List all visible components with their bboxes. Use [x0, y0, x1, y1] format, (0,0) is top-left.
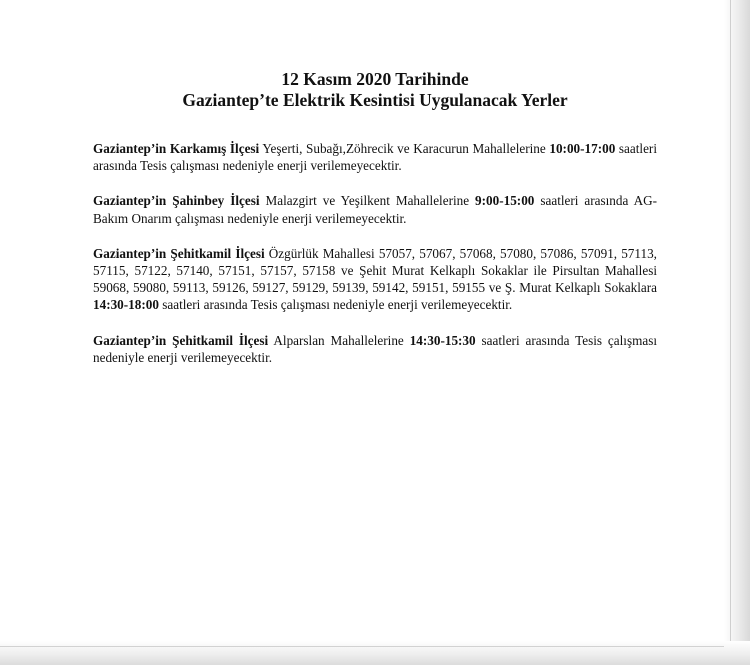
time-range: 10:00-17:00	[549, 141, 616, 156]
page-edge-bottom	[0, 641, 750, 665]
notice-text: Alparslan Mahallelerine	[268, 332, 410, 348]
location-label: Gaziantep’in Şehitkamil İlçesi	[93, 332, 269, 348]
time-range: 14:30-15:30	[409, 332, 476, 348]
notice-text: saatleri arasında Tesis çalışması nedeniyle enerji verilemeyecektir.	[158, 297, 513, 313]
title-line-date: 12 Kasım 2020 Tarihinde	[281, 69, 469, 89]
notice-text: saatleri arasında AG-Bakım Onarım çalışması nedeniyle enerji verilemeyecektir.	[93, 193, 658, 226]
title-line-subject: Gaziantep’te Elektrik Kesintisi Uygulanacak Yerler	[182, 90, 568, 110]
notice-text: Özgürlük Mahallesi 57057, 57067, 57068, 57080, 57086, 57091, 57113, 57115, 57122, 57140, 57151, 57157, 57158 ve Şehit Murat Kelkaplı Sokaklar ile Pirsultan Mahallesi 59068, 59080, 59113, 59126, 59127, 59129, 59139, 59142, 59151, 59155 ve Ş. Murat Kelkaplı Sokaklara	[93, 245, 657, 296]
time-range: 14:30-18:00	[93, 297, 159, 313]
outage-notice-sahinbey	[93, 192, 657, 226]
time-range: 9:00-15:00	[475, 193, 535, 209]
notice-text: Yeşerti, Subağı,Zöhrecik ve Karacurun Mahallelerine	[259, 141, 550, 156]
notice-text: saatleri arasında Tesis çalışması nedeniyle enerji verilemeyecektir.	[93, 141, 657, 174]
location-label: Gaziantep’in Şahinbey İlçesi	[93, 193, 260, 209]
notice-text: Malazgirt ve Yeşilkent Mahallelerine	[259, 193, 476, 209]
outage-notice-sehitkamil-2	[93, 332, 657, 366]
notice-text: saatleri arasında Tesis çalışması nedeniyle enerji verilemeyecektir.	[93, 332, 657, 365]
page-title	[0, 69, 750, 111]
location-label: Gaziantep’in Karkamış İlçesi	[93, 141, 260, 156]
document-body	[93, 140, 657, 384]
outage-notice-sehitkamil-1	[93, 245, 657, 314]
location-label: Gaziantep’in Şehitkamil İlçesi	[93, 245, 265, 261]
outage-notice-karkamis	[93, 140, 657, 174]
